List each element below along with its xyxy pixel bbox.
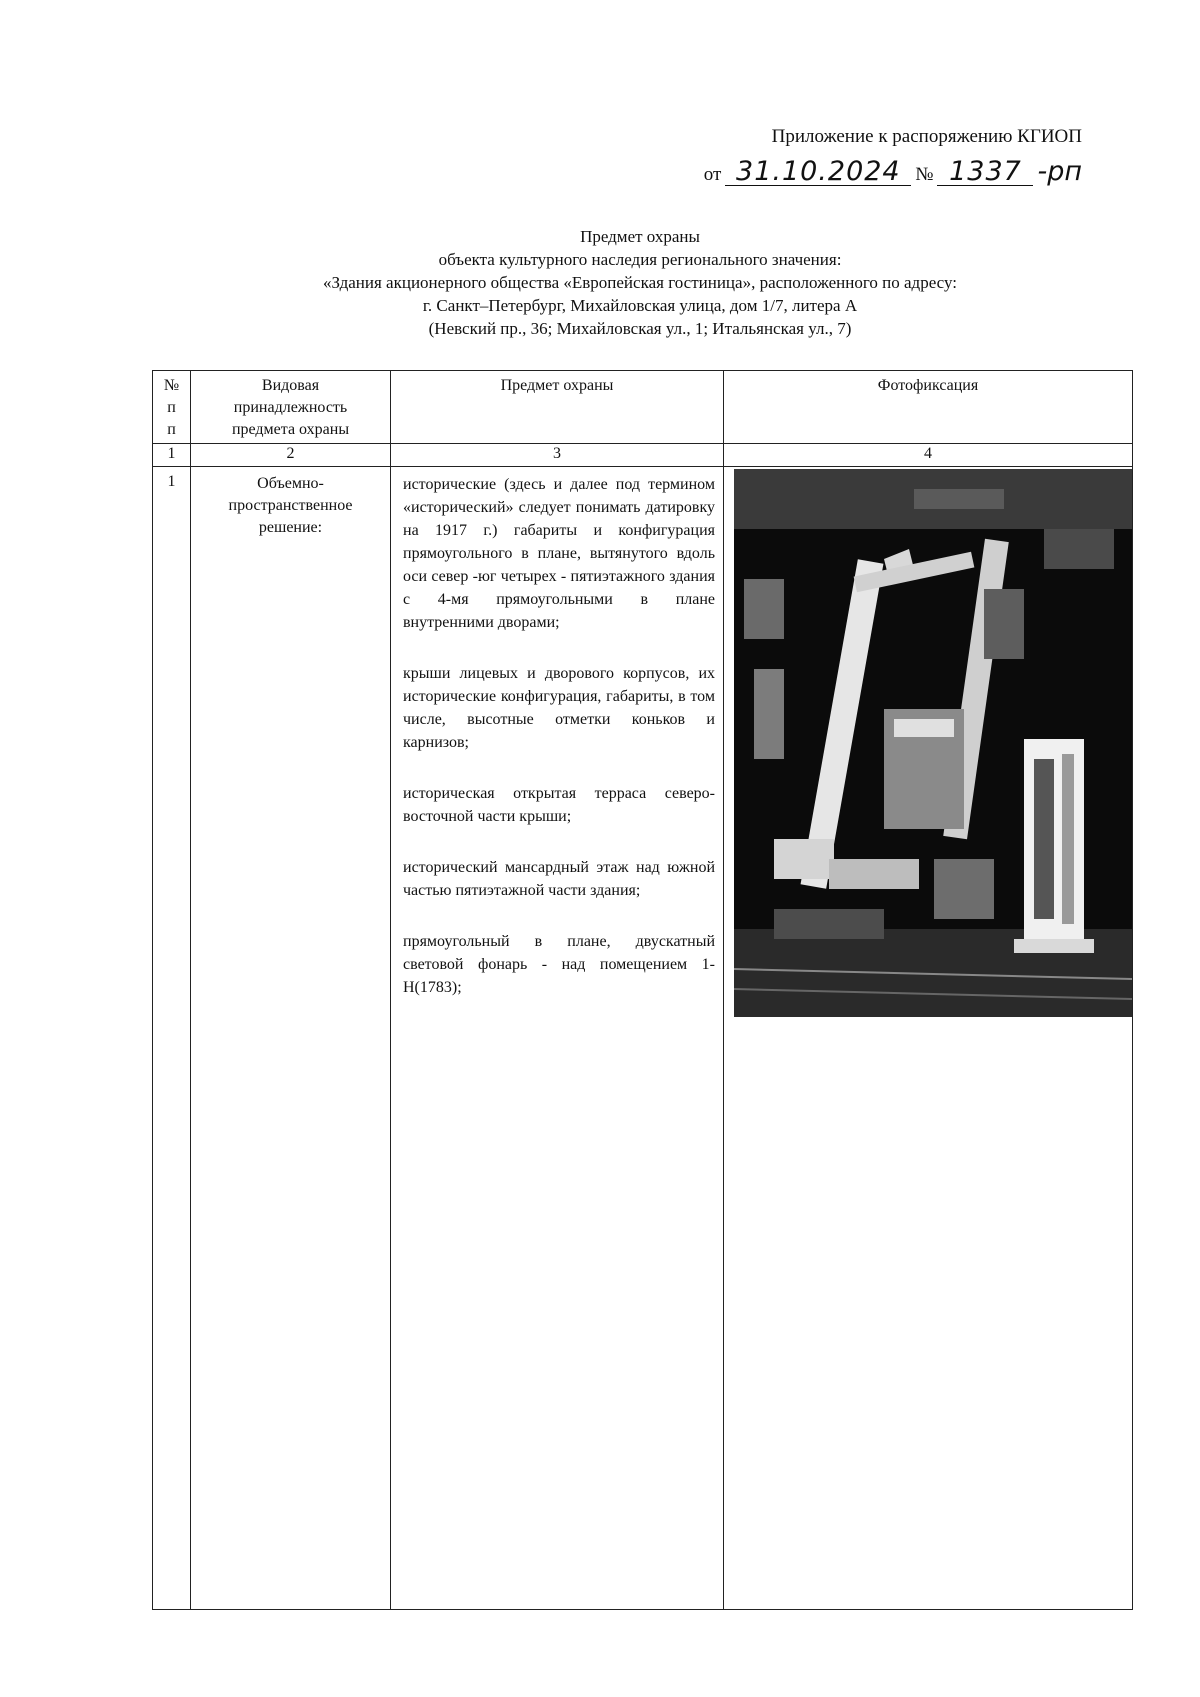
annex-title: Приложение к распоряжению КГИОП	[771, 126, 1082, 147]
table-header-row	[153, 371, 1133, 444]
from-label: от	[703, 164, 722, 185]
protection-table	[152, 370, 1133, 1610]
heading-line-3: «Здания акционерного общества «Европейская гостиница», расположенного по адресу:	[323, 273, 957, 292]
subject-item: прямоугольный в плане, двускатный световой фонарь - над помещением 1-Н(1783);	[403, 933, 715, 996]
column-number: 2	[191, 444, 391, 467]
handwritten-number: 1337	[937, 158, 1033, 186]
row-subject	[391, 467, 724, 1610]
header-subject: Предмет охраны	[391, 371, 724, 444]
column-number: 4	[724, 444, 1133, 467]
number-label: №	[915, 164, 934, 185]
header-photo: Фотофиксация	[724, 371, 1133, 444]
row-number: 1	[153, 467, 191, 1610]
document-heading	[150, 225, 1130, 340]
heading-line-4: г. Санкт–Петербург, Михайловская улица, дом 1/7, литера А	[422, 296, 858, 315]
column-number: 1	[153, 444, 191, 467]
annex-date-number-line	[704, 156, 1082, 187]
header-kind: Видовая принадлежность предмета охраны	[191, 371, 391, 444]
number-suffix: -рп	[1037, 156, 1082, 187]
heading-line-1: Предмет охраны	[580, 227, 700, 246]
aerial-photo	[734, 469, 1132, 1017]
annex-header	[704, 126, 1082, 187]
header-num: № п п	[153, 371, 191, 444]
heading-line-5: (Невский пр., 36; Михайловская ул., 1; Итальянская ул., 7)	[428, 319, 852, 338]
column-number: 3	[391, 444, 724, 467]
row-photo	[724, 467, 1133, 1610]
subject-item: исторический мансардный этаж над южной частью пятиэтажной части здания;	[403, 859, 715, 899]
column-number-row	[153, 444, 1133, 467]
table-row	[153, 467, 1133, 1610]
handwritten-date: 31.10.2024	[725, 158, 911, 186]
subject-item: крыши лицевых и дворового корпусов, их исторические конфигурация, габариты, в том числе, высотные отметки коньков и карнизов;	[403, 665, 715, 751]
subject-item: исторические (здесь и далее под термином «исторический» следует понимать датировку на 1917 г.) габариты и конфигурация прямоугольного в плане, вытянутого вдоль оси север -юг четырех - пятиэтажного здания с 4-мя прямоугольными в плане внутренними дворами;	[403, 476, 715, 631]
row-kind: Объемно- пространственное решение:	[191, 467, 391, 1610]
subject-item: историческая открытая терраса северо-восточной части крыши;	[403, 785, 715, 825]
heading-line-2: объекта культурного наследия регионального значения:	[438, 250, 842, 269]
